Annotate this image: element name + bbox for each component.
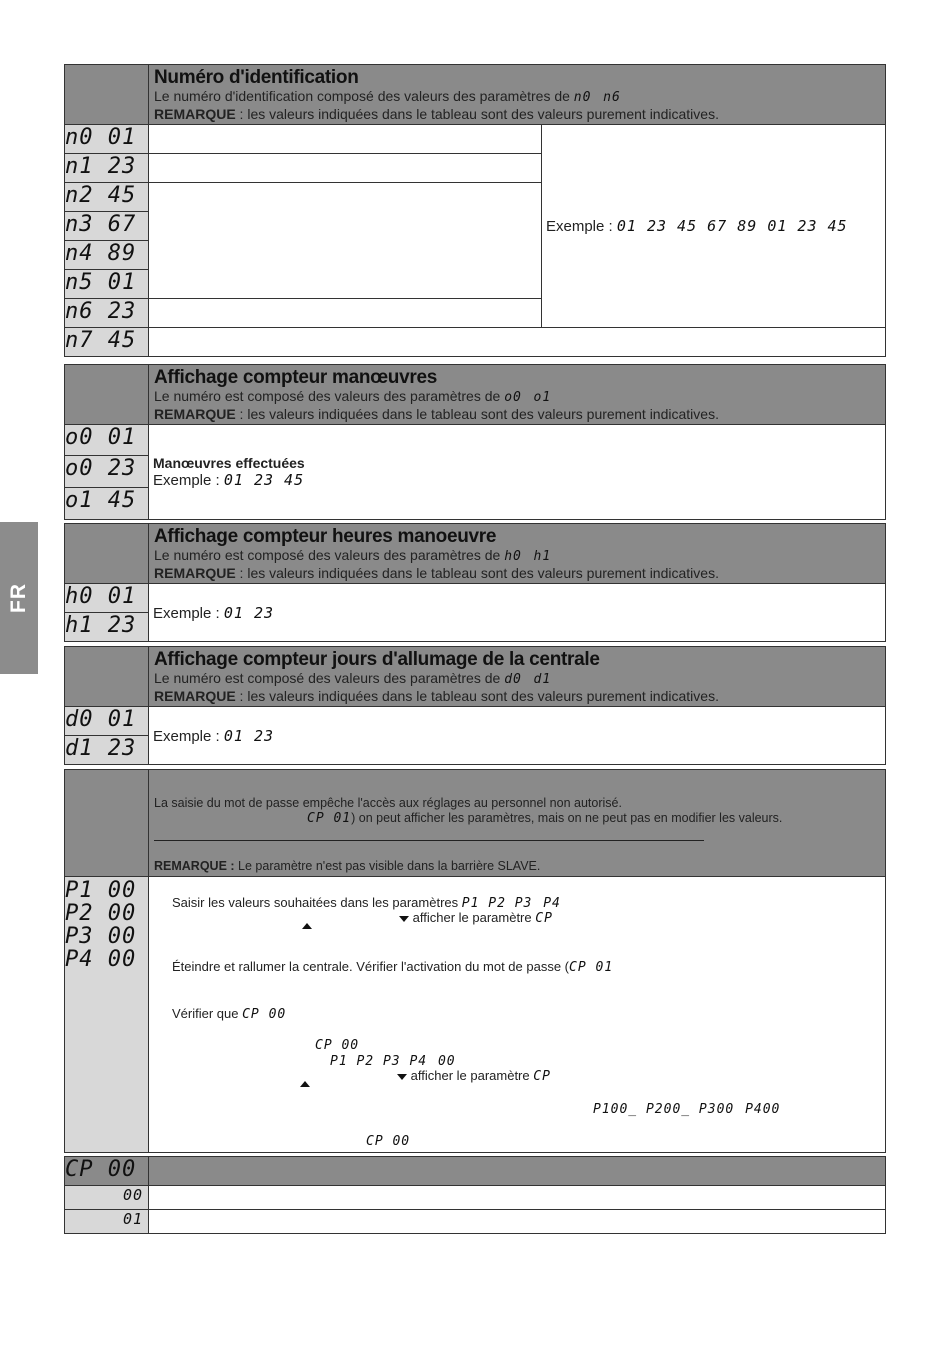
maneuver-counter-table <box>64 364 886 520</box>
param-desc <box>149 154 542 183</box>
cp-code: CP 01 <box>307 811 352 826</box>
param-desc <box>149 328 886 357</box>
example-value: 01 23 <box>223 726 275 745</box>
param-desc <box>149 299 542 328</box>
section-title: Numéro d'identification <box>154 67 359 88</box>
remark-label: REMARQUE : <box>154 859 235 873</box>
param-code: P4 00 <box>65 947 137 972</box>
cp-header-code: CP 00 <box>65 1157 149 1186</box>
remark-label: REMARQUE <box>154 565 236 581</box>
param-from: d0 <box>504 672 522 687</box>
param-to: d1 <box>533 672 552 687</box>
example-label: Exemple : <box>546 218 613 235</box>
section-desc: Le numéro d'identification composé des valeurs des paramètres de <box>154 88 570 104</box>
param-code: o0 23 <box>65 456 149 488</box>
step5-p4: P400 <box>745 1102 781 1117</box>
password-intro2: ) on peut afficher les paramètres, mais on ne peut pas en modifier les valeurs. <box>351 811 783 825</box>
param-code: n5 01 <box>65 270 149 299</box>
step4-cp: CP 00 <box>315 1038 360 1053</box>
step1-text: Saisir les valeurs souhaitées dans les paramètres <box>172 895 459 910</box>
step4-b: afficher le paramètre <box>410 1068 530 1083</box>
cp-value: 00 <box>65 1186 149 1210</box>
param-code: n0 01 <box>65 125 149 154</box>
step3-text: Vérifier que <box>172 1006 239 1021</box>
param-code: n4 89 <box>65 241 149 270</box>
example-cell <box>542 125 886 328</box>
section-title: Affichage compteur jours d'allumage de la centrale <box>154 649 600 670</box>
example-value: 01 23 45 67 89 01 23 45 <box>616 217 848 235</box>
hours-header <box>149 524 886 584</box>
param-code: h0 01 <box>65 584 149 613</box>
remark-label: REMARQUE <box>154 688 236 704</box>
remark-text: Le paramètre n'est pas visible dans la barrière SLAVE. <box>234 859 541 873</box>
identification-table <box>64 64 886 357</box>
header-blank <box>65 770 149 877</box>
step2-cp: CP 01 <box>569 960 614 975</box>
step3-cp: CP 00 <box>242 1007 287 1022</box>
cp-table <box>64 1156 886 1234</box>
identification-header <box>149 65 886 125</box>
example-label: Exemple : <box>153 727 220 745</box>
header-blank <box>65 65 149 125</box>
param-code: n3 67 <box>65 212 149 241</box>
param-code: n6 23 <box>65 299 149 328</box>
step1-params: P1 P2 P3 <box>461 896 533 911</box>
days-counter-table <box>64 646 886 765</box>
param-code: n7 45 <box>65 328 149 357</box>
param-codes <box>65 877 149 1153</box>
param-code: P1 00 <box>65 878 137 903</box>
param-from: o0 <box>504 390 522 405</box>
param-desc <box>149 125 542 154</box>
step1-cp: CP <box>535 911 553 926</box>
cp-value: 01 <box>65 1210 149 1234</box>
divider <box>154 840 704 841</box>
password-header <box>149 770 886 877</box>
param-code: P2 00 <box>65 901 137 926</box>
example-value: 01 23 45 <box>223 471 305 489</box>
example-label: Exemple : <box>153 472 220 489</box>
language-tab <box>0 522 38 674</box>
section-title: Affichage compteur manœuvres <box>154 367 437 388</box>
example-cell <box>149 707 886 765</box>
step2-text: Éteindre et rallumer la centrale. Vérifier l'activation du mot de passe ( <box>172 959 570 974</box>
step4-val: 00 <box>437 1054 456 1069</box>
value-label: Manœuvres effectuées <box>153 455 305 471</box>
param-desc <box>149 183 542 299</box>
arrow-up-icon <box>300 1081 310 1087</box>
step4-params: P1 P2 P3 P4 <box>330 1054 428 1069</box>
param-to: n6 <box>603 90 621 105</box>
section-desc: Le numéro est composé des valeurs des paramètres de <box>154 670 501 686</box>
example-cell <box>149 584 886 642</box>
header-blank <box>65 365 149 425</box>
example-label: Exemple : <box>153 604 220 622</box>
password-steps <box>149 877 886 1153</box>
cp-desc <box>149 1186 886 1210</box>
section-title: Affichage compteur heures manoeuvre <box>154 526 497 547</box>
param-code: h1 23 <box>65 613 149 642</box>
param-code: d1 23 <box>65 736 149 765</box>
password-table <box>64 769 886 1153</box>
param-code: o0 01 <box>65 425 149 456</box>
hours-counter-table <box>64 523 886 642</box>
header-blank <box>65 647 149 707</box>
param-from: h0 <box>504 549 522 564</box>
step5-codes: P100_ P200_ P300 <box>593 1102 735 1117</box>
example-value: 01 23 <box>223 603 275 622</box>
param-from: n0 <box>573 90 592 105</box>
language-label: FR <box>7 583 30 613</box>
arrow-down-icon <box>399 916 409 922</box>
step4-cp2: CP <box>533 1069 551 1084</box>
header-blank <box>65 524 149 584</box>
param-code: d0 01 <box>65 707 149 736</box>
remark-label: REMARQUE <box>154 106 236 122</box>
remark-text: : les valeurs indiquées dans le tableau sont des valeurs purement indicatives. <box>235 406 719 422</box>
cp-header <box>149 1157 886 1186</box>
param-code: n1 23 <box>65 154 149 183</box>
param-to: o1 <box>533 390 552 405</box>
cp-desc <box>149 1210 886 1234</box>
param-code: o1 45 <box>65 488 149 520</box>
maneuver-header <box>149 365 886 425</box>
arrow-up-icon <box>302 923 312 929</box>
remark-text: : les valeurs indiquées dans le tableau sont des valeurs purement indicatives. <box>235 565 719 581</box>
value-cell <box>149 425 886 520</box>
param-code: n2 45 <box>65 183 149 212</box>
section-desc: Le numéro est composé des valeurs des paramètres de <box>154 547 501 563</box>
section-desc: Le numéro est composé des valeurs des paramètres de <box>154 388 501 404</box>
arrow-down-icon <box>397 1074 407 1080</box>
remark-text: : les valeurs indiquées dans le tableau sont des valeurs purement indicatives. <box>235 688 719 704</box>
days-header <box>149 647 886 707</box>
remark-text: : les valeurs indiquées dans le tableau sont des valeurs purement indicatives. <box>235 106 719 122</box>
step1-p4: P4 <box>543 896 561 911</box>
param-to: h1 <box>533 549 552 564</box>
remark-label: REMARQUE <box>154 406 236 422</box>
password-intro: La saisie du mot de passe empêche l'accès aux réglages au personnel non autorisé. <box>154 796 622 810</box>
param-code: P3 00 <box>65 924 137 949</box>
step6-cp: CP 00 <box>366 1134 411 1149</box>
step1-b: afficher le paramètre <box>412 910 532 925</box>
